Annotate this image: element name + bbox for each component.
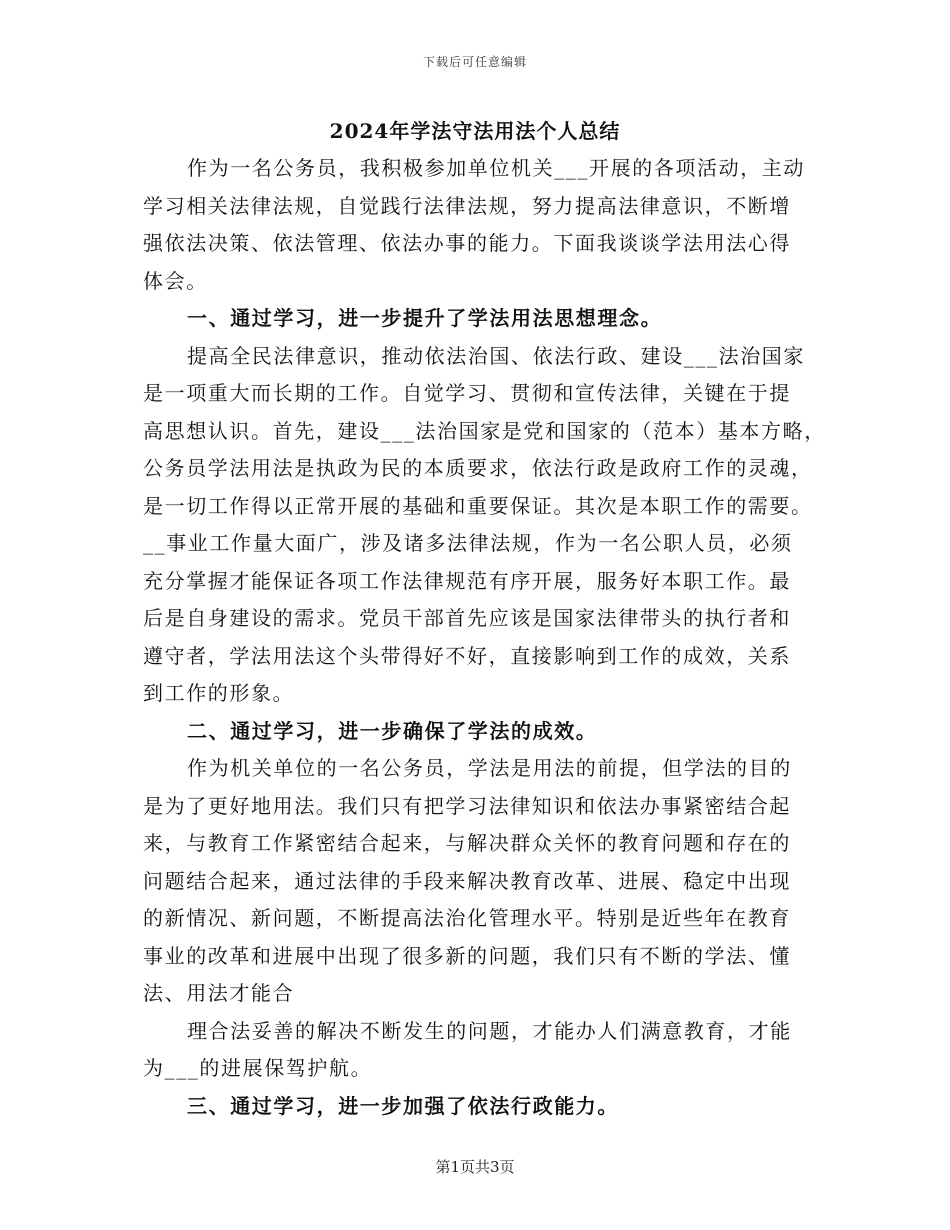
body-line: 是一项重大而长期的工作。自觉学习、贯彻和宣传法律，关键在于提 [143, 381, 791, 405]
body-line: 问题结合起来，通过法律的手段来解决教育改革、进展、稳定中出现 [143, 868, 791, 893]
body-line: __事业工作量大面广，涉及诸多法律法规，作为一名公职人员，必须 [143, 531, 793, 555]
body-line: 学习相关法律法规，自觉践行法律法规，努力提高法律意识，不断增 [143, 193, 791, 218]
body-line: 强依法决策、依法管理、依法办事的能力。下面我谈谈学法用法心得 [143, 231, 791, 255]
section-heading-2: 二、通过学习，进一步确保了学法的成效。 [187, 718, 598, 743]
body-line: 为___的进展保驾护航。 [143, 1056, 373, 1080]
body-line: 体会。 [143, 268, 208, 293]
body-line: 的新情况、新问题，不断提高法治化管理水平。特别是近些年在教育 [143, 906, 791, 930]
body-line: 是一切工作得以正常开展的基础和重要保证。其次是本职工作的需要。 [143, 493, 813, 518]
body-line: 作为一名公务员，我积极参加单位机关___开展的各项活动，主动 [187, 156, 805, 180]
body-line: 提高全民法律意识，推动依法治国、依法行政、建设___法治国家 [187, 343, 805, 368]
section-heading-1: 一、通过学习，进一步提升了学法用法思想理念。 [187, 306, 663, 330]
body-line: 作为机关单位的一名公务员，学法是用法的前提，但学法的目的 [187, 756, 792, 780]
body-line: 是为了更好地用法。我们只有把学习法律知识和依法办事紧密结合起 [143, 793, 791, 818]
body-line: 到工作的形象。 [143, 681, 295, 705]
document-title: 2024年学法守法用法个人总结 [329, 119, 621, 143]
section-heading-3: 三、通过学习，进一步加强了依法行政能力。 [187, 1093, 619, 1118]
body-line: 来，与教育工作紧密结合起来，与解决群众关怀的教育问题和存在的 [143, 831, 791, 855]
body-line: 事业的改革和进展中出现了很多新的问题，我们只有不断的学法、懂 [143, 943, 791, 968]
body-line: 充分掌握才能保证各项工作法律规范有序开展，服务好本职工作。最 [143, 568, 791, 593]
body-line: 高思想认识。首先，建设___法治国家是党和国家的（范本）基本方略， [143, 418, 826, 443]
body-line: 理合法妥善的解决不断发生的问题，才能办人们满意教育，才能 [187, 1018, 792, 1043]
header-note: 下载后可任意编辑 [422, 55, 527, 69]
page-footer: 第1页共3页 [435, 1158, 515, 1176]
body-line: 遵守者，学法用法这个头带得好不好，直接影响到工作的成效，关系 [143, 643, 791, 668]
body-line: 公务员学法用法是执政为民的本质要求，依法行政是政府工作的灵魂， [143, 456, 813, 480]
body-line: 法、用法才能合 [143, 981, 295, 1005]
document-body [143, 150, 826, 1125]
body-line: 后是自身建设的需求。党员干部首先应该是国家法律带头的执行者和 [143, 606, 791, 630]
